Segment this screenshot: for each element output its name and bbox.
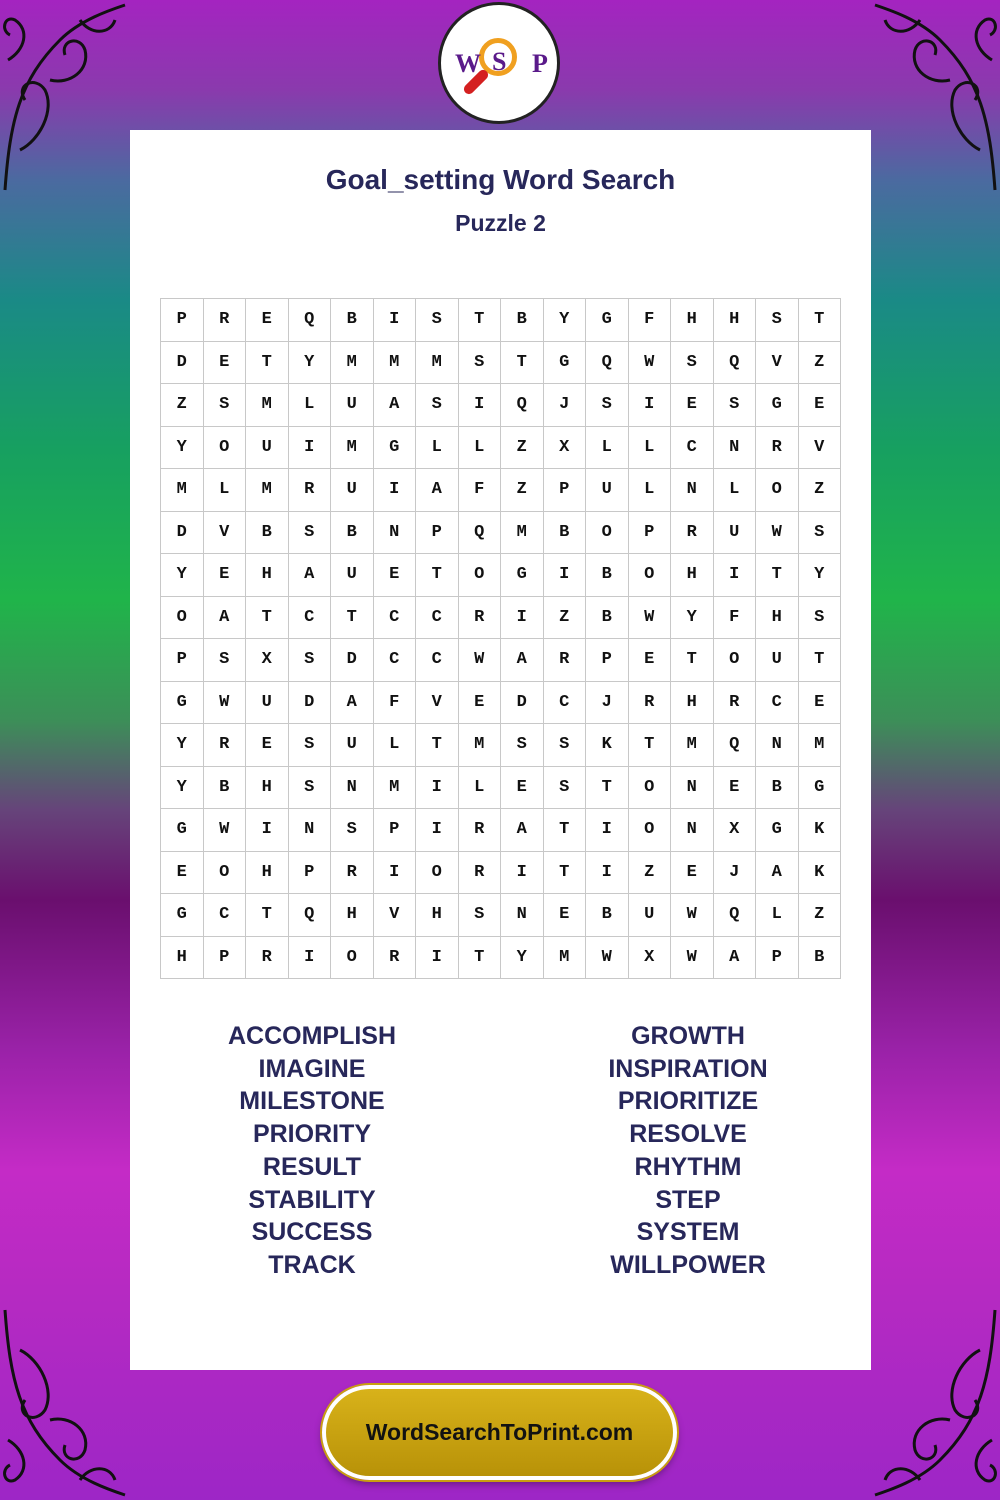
grid-cell[interactable]: E xyxy=(374,554,417,597)
grid-cell[interactable]: M xyxy=(416,342,459,385)
grid-cell[interactable]: A xyxy=(756,852,799,895)
grid-cell[interactable]: B xyxy=(756,767,799,810)
grid-cell[interactable]: O xyxy=(161,597,204,640)
grid-cell[interactable]: Y xyxy=(671,597,714,640)
grid-cell[interactable]: S xyxy=(501,724,544,767)
grid-cell[interactable]: I xyxy=(714,554,757,597)
grid-cell[interactable]: Q xyxy=(714,894,757,937)
grid-cell[interactable]: W xyxy=(671,937,714,980)
grid-cell[interactable]: D xyxy=(161,342,204,385)
grid-cell[interactable]: Z xyxy=(799,342,842,385)
logo-letter-w: W xyxy=(455,49,481,78)
grid-cell[interactable]: J xyxy=(714,852,757,895)
word-list-item: WILLPOWER xyxy=(610,1250,766,1279)
grid-cell[interactable]: R xyxy=(459,809,502,852)
grid-cell[interactable]: P xyxy=(374,809,417,852)
grid-cell[interactable]: T xyxy=(586,767,629,810)
grid-cell[interactable]: E xyxy=(246,724,289,767)
grid-cell[interactable]: R xyxy=(629,682,672,725)
word-list-right xyxy=(538,1020,838,1282)
grid-cell[interactable]: P xyxy=(756,937,799,980)
grid-cell[interactable]: D xyxy=(331,639,374,682)
grid-cell[interactable]: U xyxy=(714,512,757,555)
grid-cell[interactable]: U xyxy=(331,724,374,767)
logo-letter-s: S xyxy=(492,47,507,76)
letter-grid xyxy=(160,298,841,979)
grid-cell[interactable]: H xyxy=(246,767,289,810)
grid-cell[interactable]: I xyxy=(586,852,629,895)
grid-cell[interactable]: A xyxy=(204,597,247,640)
grid-cell[interactable]: R xyxy=(714,682,757,725)
grid-cell[interactable]: S xyxy=(289,724,332,767)
grid-cell[interactable]: N xyxy=(671,469,714,512)
word-list-item: STABILITY xyxy=(248,1185,376,1214)
grid-cell[interactable]: T xyxy=(416,554,459,597)
grid-cell[interactable]: A xyxy=(416,469,459,512)
grid-cell[interactable]: H xyxy=(161,937,204,980)
grid-cell[interactable]: E xyxy=(671,852,714,895)
grid-cell[interactable]: O xyxy=(629,809,672,852)
grid-cell[interactable]: U xyxy=(246,427,289,470)
grid-cell[interactable]: N xyxy=(756,724,799,767)
grid-cell[interactable]: B xyxy=(204,767,247,810)
grid-cell[interactable]: B xyxy=(586,554,629,597)
grid-cell[interactable]: I xyxy=(289,427,332,470)
word-list-left xyxy=(162,1020,462,1282)
corner-ornament-top-right xyxy=(870,0,1000,200)
grid-cell[interactable]: G xyxy=(161,809,204,852)
grid-cell[interactable]: R xyxy=(459,852,502,895)
word-list-item: RESULT xyxy=(262,1152,362,1181)
grid-cell[interactable]: K xyxy=(799,852,842,895)
grid-cell[interactable]: S xyxy=(799,597,842,640)
grid-cell[interactable]: B xyxy=(501,299,544,342)
grid-cell[interactable]: L xyxy=(459,427,502,470)
grid-cell[interactable]: L xyxy=(756,894,799,937)
grid-cell[interactable]: Q xyxy=(714,342,757,385)
word-list-item: TRACK xyxy=(268,1250,356,1279)
grid-cell[interactable]: U xyxy=(629,894,672,937)
grid-cell[interactable]: H xyxy=(671,554,714,597)
grid-cell[interactable]: S xyxy=(416,299,459,342)
grid-cell[interactable]: S xyxy=(671,342,714,385)
grid-cell[interactable]: S xyxy=(416,384,459,427)
grid-cell[interactable]: M xyxy=(331,427,374,470)
grid-cell[interactable]: I xyxy=(416,809,459,852)
grid-cell[interactable]: N xyxy=(671,809,714,852)
grid-cell[interactable]: S xyxy=(289,512,332,555)
grid-cell[interactable]: A xyxy=(289,554,332,597)
grid-cell[interactable]: R xyxy=(331,852,374,895)
corner-ornament-bottom-right xyxy=(870,1300,1000,1500)
grid-cell[interactable]: I xyxy=(246,809,289,852)
grid-cell[interactable]: O xyxy=(629,767,672,810)
grid-cell[interactable]: X xyxy=(629,937,672,980)
grid-cell[interactable]: I xyxy=(544,554,587,597)
grid-cell[interactable]: E xyxy=(204,554,247,597)
grid-cell[interactable]: Q xyxy=(714,724,757,767)
puzzle-card xyxy=(130,130,871,1370)
grid-cell[interactable]: W xyxy=(629,342,672,385)
grid-cell[interactable]: Z xyxy=(799,469,842,512)
grid-cell[interactable]: Z xyxy=(799,894,842,937)
grid-cell[interactable]: H xyxy=(714,299,757,342)
grid-cell[interactable]: O xyxy=(629,554,672,597)
grid-cell[interactable]: I xyxy=(501,597,544,640)
grid-cell[interactable]: C xyxy=(671,427,714,470)
grid-cell[interactable]: W xyxy=(756,512,799,555)
grid-cell[interactable]: I xyxy=(374,299,417,342)
grid-cell[interactable]: S xyxy=(756,299,799,342)
grid-cell[interactable]: I xyxy=(586,809,629,852)
puzzle-title: Goal_setting Word Search xyxy=(325,164,676,195)
grid-cell[interactable]: A xyxy=(501,809,544,852)
grid-cell[interactable]: M xyxy=(459,724,502,767)
grid-cell[interactable]: I xyxy=(629,384,672,427)
grid-cell[interactable]: Z xyxy=(501,427,544,470)
grid-cell[interactable]: U xyxy=(246,682,289,725)
grid-cell[interactable]: P xyxy=(161,299,204,342)
grid-cell[interactable]: O xyxy=(204,427,247,470)
grid-cell[interactable]: B xyxy=(799,937,842,980)
wsp-logo[interactable] xyxy=(438,2,560,124)
word-list-item: SUCCESS xyxy=(251,1218,373,1247)
grid-cell[interactable]: I xyxy=(289,937,332,980)
grid-cell[interactable]: L xyxy=(374,724,417,767)
grid-cell[interactable]: Y xyxy=(544,299,587,342)
grid-cell[interactable]: I xyxy=(416,937,459,980)
grid-cell[interactable]: M xyxy=(246,469,289,512)
grid-cell[interactable]: U xyxy=(756,639,799,682)
grid-cell[interactable]: E xyxy=(714,767,757,810)
grid-cell[interactable]: H xyxy=(331,894,374,937)
grid-cell[interactable]: C xyxy=(374,597,417,640)
grid-cell[interactable]: G xyxy=(756,809,799,852)
grid-cell[interactable]: F xyxy=(629,299,672,342)
grid-cell[interactable]: T xyxy=(459,937,502,980)
grid-cell[interactable]: I xyxy=(416,767,459,810)
grid-cell[interactable]: G xyxy=(374,427,417,470)
grid-cell[interactable]: L xyxy=(289,384,332,427)
grid-cell[interactable]: T xyxy=(799,299,842,342)
grid-cell[interactable]: Y xyxy=(161,427,204,470)
word-list-item: GROWTH xyxy=(631,1022,745,1050)
grid-cell[interactable]: L xyxy=(416,427,459,470)
grid-cell[interactable]: W xyxy=(671,894,714,937)
grid-cell[interactable]: I xyxy=(501,852,544,895)
grid-cell[interactable]: H xyxy=(756,597,799,640)
grid-cell[interactable]: C xyxy=(374,639,417,682)
grid-cell[interactable]: S xyxy=(331,809,374,852)
grid-cell[interactable]: C xyxy=(544,682,587,725)
grid-cell[interactable]: T xyxy=(501,342,544,385)
grid-cell[interactable]: C xyxy=(756,682,799,725)
grid-cell[interactable]: T xyxy=(459,299,502,342)
grid-cell[interactable]: C xyxy=(416,639,459,682)
word-list-item: INSPIRATION xyxy=(608,1054,768,1083)
word-list-item: MILESTONE xyxy=(239,1087,385,1116)
grid-cell[interactable]: B xyxy=(586,894,629,937)
grid-cell[interactable]: C xyxy=(289,597,332,640)
grid-cell[interactable]: B xyxy=(586,597,629,640)
grid-cell[interactable]: X xyxy=(714,809,757,852)
puzzle-subtitle: Puzzle 2 xyxy=(455,210,546,236)
grid-cell[interactable]: I xyxy=(459,384,502,427)
grid-cell[interactable]: O xyxy=(416,852,459,895)
grid-cell[interactable]: O xyxy=(586,512,629,555)
grid-cell[interactable]: S xyxy=(459,342,502,385)
grid-cell[interactable]: L xyxy=(459,767,502,810)
grid-cell[interactable]: V xyxy=(204,512,247,555)
grid-cell[interactable]: S xyxy=(714,384,757,427)
grid-cell[interactable]: T xyxy=(331,597,374,640)
grid-cell[interactable]: G xyxy=(799,767,842,810)
grid-cell[interactable]: X xyxy=(544,427,587,470)
grid-cell[interactable]: P xyxy=(629,512,672,555)
grid-cell[interactable]: P xyxy=(289,852,332,895)
grid-cell[interactable]: T xyxy=(246,342,289,385)
grid-cell[interactable]: N xyxy=(671,767,714,810)
logo-letter-p: P xyxy=(532,49,548,78)
grid-cell[interactable]: H xyxy=(671,682,714,725)
grid-cell[interactable]: O xyxy=(331,937,374,980)
grid-cell[interactable]: Y xyxy=(161,767,204,810)
grid-cell[interactable]: R xyxy=(374,937,417,980)
grid-cell[interactable]: E xyxy=(459,682,502,725)
grid-cell[interactable]: T xyxy=(544,809,587,852)
word-list-item: SYSTEM xyxy=(636,1218,740,1247)
grid-cell[interactable]: O xyxy=(714,639,757,682)
grid-cell[interactable]: B xyxy=(544,512,587,555)
grid-cell[interactable]: S xyxy=(799,512,842,555)
grid-cell[interactable]: F xyxy=(714,597,757,640)
grid-cell[interactable]: V xyxy=(799,427,842,470)
grid-cell[interactable]: E xyxy=(161,852,204,895)
grid-cell[interactable]: Y xyxy=(161,554,204,597)
grid-cell[interactable]: R xyxy=(204,724,247,767)
grid-cell[interactable]: G xyxy=(161,894,204,937)
grid-cell[interactable]: G xyxy=(756,384,799,427)
grid-cell[interactable]: E xyxy=(501,767,544,810)
grid-cell[interactable]: J xyxy=(544,384,587,427)
grid-cell[interactable]: W xyxy=(586,937,629,980)
grid-cell[interactable]: Q xyxy=(289,894,332,937)
grid-cell[interactable]: I xyxy=(374,469,417,512)
grid-cell[interactable]: Y xyxy=(501,937,544,980)
grid-cell[interactable]: H xyxy=(671,299,714,342)
grid-cell[interactable]: P xyxy=(204,937,247,980)
grid-cell[interactable]: N xyxy=(289,809,332,852)
grid-cell[interactable]: H xyxy=(246,554,289,597)
grid-cell[interactable]: N xyxy=(374,512,417,555)
grid-cell[interactable]: S xyxy=(459,894,502,937)
grid-cell[interactable]: U xyxy=(331,554,374,597)
grid-cell[interactable]: B xyxy=(246,512,289,555)
grid-cell[interactable]: Z xyxy=(629,852,672,895)
grid-cell[interactable]: L xyxy=(629,469,672,512)
grid-cell[interactable]: S xyxy=(544,767,587,810)
grid-cell[interactable]: E xyxy=(544,894,587,937)
grid-cell[interactable]: S xyxy=(586,384,629,427)
grid-cell[interactable]: L xyxy=(629,427,672,470)
grid-cell[interactable]: E xyxy=(629,639,672,682)
grid-cell[interactable]: M xyxy=(501,512,544,555)
grid-cell[interactable]: G xyxy=(586,299,629,342)
grid-cell[interactable]: W xyxy=(204,809,247,852)
grid-cell[interactable]: D xyxy=(501,682,544,725)
grid-cell[interactable]: O xyxy=(459,554,502,597)
corner-ornament-bottom-left xyxy=(0,1300,130,1500)
grid-cell[interactable]: M xyxy=(544,937,587,980)
grid-cell[interactable]: G xyxy=(501,554,544,597)
grid-cell[interactable]: Y xyxy=(799,554,842,597)
grid-cell[interactable]: P xyxy=(416,512,459,555)
word-list-item: ACCOMPLISH xyxy=(227,1022,397,1050)
grid-cell[interactable]: E xyxy=(799,384,842,427)
grid-cell[interactable]: S xyxy=(289,767,332,810)
website-button[interactable] xyxy=(322,1385,677,1480)
word-list-item: STEP xyxy=(655,1185,721,1214)
grid-cell[interactable]: A xyxy=(331,682,374,725)
word-list-item: RHYTHM xyxy=(634,1152,742,1181)
grid-cell[interactable]: R xyxy=(246,937,289,980)
grid-cell[interactable]: M xyxy=(374,342,417,385)
grid-cell[interactable]: S xyxy=(204,384,247,427)
grid-cell[interactable]: R xyxy=(204,299,247,342)
word-list-item: IMAGINE xyxy=(258,1054,366,1083)
grid-cell[interactable]: Q xyxy=(289,299,332,342)
grid-cell[interactable]: X xyxy=(246,639,289,682)
grid-cell[interactable]: D xyxy=(161,512,204,555)
word-list-item: RESOLVE xyxy=(629,1120,747,1149)
grid-cell[interactable]: Q xyxy=(586,342,629,385)
grid-cell[interactable]: L xyxy=(586,427,629,470)
grid-cell[interactable]: G xyxy=(544,342,587,385)
grid-cell[interactable]: Z xyxy=(544,597,587,640)
grid-cell[interactable]: M xyxy=(799,724,842,767)
grid-cell[interactable]: U xyxy=(331,469,374,512)
grid-cell[interactable]: L xyxy=(714,469,757,512)
grid-cell[interactable]: Z xyxy=(161,384,204,427)
grid-cell[interactable]: V xyxy=(374,894,417,937)
corner-ornament-top-left xyxy=(0,0,130,200)
grid-cell[interactable]: Y xyxy=(161,724,204,767)
grid-cell[interactable]: T xyxy=(544,852,587,895)
grid-cell[interactable]: Y xyxy=(289,342,332,385)
grid-cell[interactable]: B xyxy=(331,299,374,342)
grid-cell[interactable]: E xyxy=(799,682,842,725)
grid-cell[interactable]: Q xyxy=(501,384,544,427)
grid-cell[interactable]: R xyxy=(756,427,799,470)
grid-cell[interactable]: Z xyxy=(501,469,544,512)
grid-cell[interactable]: D xyxy=(289,682,332,725)
grid-cell[interactable]: T xyxy=(799,639,842,682)
grid-cell[interactable]: N xyxy=(714,427,757,470)
grid-cell[interactable]: S xyxy=(544,724,587,767)
grid-cell[interactable]: R xyxy=(671,512,714,555)
grid-cell[interactable]: B xyxy=(331,512,374,555)
grid-cell[interactable]: F xyxy=(459,469,502,512)
grid-cell[interactable]: I xyxy=(374,852,417,895)
grid-cell[interactable]: O xyxy=(204,852,247,895)
grid-cell[interactable]: M xyxy=(374,767,417,810)
grid-cell[interactable]: T xyxy=(246,894,289,937)
grid-cell[interactable]: H xyxy=(246,852,289,895)
grid-cell[interactable]: Q xyxy=(459,512,502,555)
grid-cell[interactable]: V xyxy=(416,682,459,725)
grid-cell[interactable]: H xyxy=(416,894,459,937)
grid-cell[interactable]: F xyxy=(374,682,417,725)
grid-cell[interactable]: T xyxy=(671,639,714,682)
grid-cell[interactable]: C xyxy=(416,597,459,640)
grid-cell[interactable]: T xyxy=(246,597,289,640)
grid-cell[interactable]: K xyxy=(799,809,842,852)
grid-cell[interactable]: W xyxy=(204,682,247,725)
grid-cell[interactable]: C xyxy=(204,894,247,937)
grid-cell[interactable]: T xyxy=(756,554,799,597)
grid-cell[interactable]: R xyxy=(289,469,332,512)
grid-cell[interactable]: T xyxy=(416,724,459,767)
grid-cell[interactable]: T xyxy=(629,724,672,767)
grid-cell[interactable]: M xyxy=(331,342,374,385)
grid-cell[interactable]: O xyxy=(756,469,799,512)
grid-cell[interactable]: P xyxy=(586,639,629,682)
grid-cell[interactable]: V xyxy=(756,342,799,385)
website-label: WordSearchToPrint.com xyxy=(365,1419,634,1445)
grid-cell[interactable]: N xyxy=(501,894,544,937)
grid-cell[interactable]: P xyxy=(161,639,204,682)
grid-cell[interactable]: N xyxy=(331,767,374,810)
grid-cell[interactable]: J xyxy=(586,682,629,725)
word-list-item: PRIORITIZE xyxy=(617,1087,759,1116)
grid-cell[interactable]: U xyxy=(586,469,629,512)
grid-cell[interactable]: A xyxy=(374,384,417,427)
grid-cell[interactable]: W xyxy=(629,597,672,640)
grid-cell[interactable]: W xyxy=(459,639,502,682)
grid-cell[interactable]: P xyxy=(544,469,587,512)
grid-cell[interactable]: M xyxy=(246,384,289,427)
word-list-item: PRIORITY xyxy=(252,1120,372,1149)
grid-cell[interactable]: R xyxy=(459,597,502,640)
grid-cell[interactable]: G xyxy=(161,682,204,725)
grid-cell[interactable]: S xyxy=(289,639,332,682)
grid-cell[interactable]: E xyxy=(204,342,247,385)
grid-cell[interactable]: A xyxy=(501,639,544,682)
grid-cell[interactable]: U xyxy=(331,384,374,427)
grid-cell[interactable]: A xyxy=(714,937,757,980)
grid-cell[interactable]: R xyxy=(544,639,587,682)
grid-cell[interactable]: M xyxy=(161,469,204,512)
grid-cell[interactable]: E xyxy=(246,299,289,342)
grid-cell[interactable]: E xyxy=(671,384,714,427)
grid-cell[interactable]: L xyxy=(204,469,247,512)
grid-cell[interactable]: K xyxy=(586,724,629,767)
grid-cell[interactable]: M xyxy=(671,724,714,767)
grid-cell[interactable]: S xyxy=(204,639,247,682)
